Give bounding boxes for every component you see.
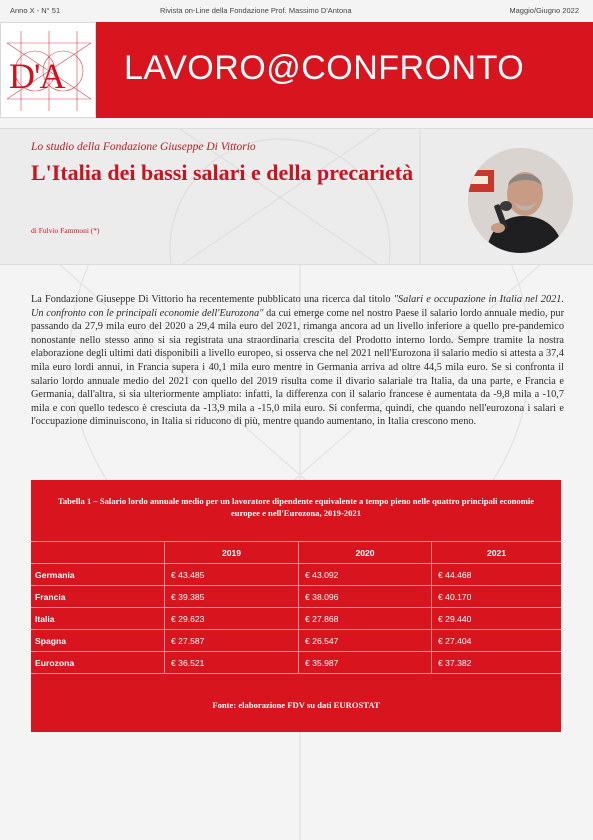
author-photo [468,148,573,253]
top-bar [0,0,593,20]
article-header [0,128,593,265]
table-row [31,607,561,629]
body-study-title: "Salari e occupazione in Italia nel 2021. Un confronto con le principali economie dell'Eurozona" [31,294,564,319]
logo-mark: D'A [9,56,65,96]
article-kicker: Lo studio della Fondazione Giuseppe Di Vittorio [31,141,256,153]
table-row [31,585,561,607]
country-label: Eurozona [35,658,75,668]
table-caption: Tabella 1 – Salario lordo annuale medio per un lavoratore dipendente equivalente a tempo pieno nelle quattro principali economie europee e nell'Eurozona, 2019-2021 [57,496,535,518]
article-body [31,293,564,429]
value-cell: € 27.404 [431,630,561,652]
masthead [0,22,593,118]
value-cell: € 38.096 [298,586,431,608]
salary-table [31,480,561,732]
value-cell: € 27.587 [164,630,298,652]
logo [0,22,96,118]
publisher-line: Rivista on-Line della Fondazione Prof. Massimo D'Antona [160,6,352,15]
value-cell: € 43.485 [164,564,298,586]
value-cell: € 26.547 [298,630,431,652]
value-cell: € 35.987 [298,652,431,674]
table-source: Fonte: elaborazione FDV su dati EUROSTAT [212,700,380,710]
body-text: da cui emerge come nel nostro Paese il salario lordo annuale medio, pur passando da 27,9 mila euro del 2020 a 29,4 mila euro del 2021, rimanga ancora ad un livello inferiore a quello pre-pandemico nonostante nello stesso anno si sia registrata una straordinaria crescita del Prodotto interno lordo. Sempre tramite la nostra elaborazione degli ultimi dati disponibili a livello europeo, si osserva che nel 2021 nell'Eurozona il salario medio si attesta a 37,4 mila euro lordi annui, in Francia supera i 40,1 mila euro mentre in Germania arriva ad oltre 44,5 mila euro. Se si confronta il salario lordo annuale medio del 2021 con quello del 2019 risulta come il divario salariale tra Italia, da una parte, e Francia e Germania, dall'altra, si sia ulteriormente ampliato: infatti, la differenza con il salario francese è aumentata da -9,8 mila a -10,7 mila e con quello tedesco è cresciuta da -13,9 mila a -15,0 mila euro. Si conferma, quindi, che quando nell'eurozona i salari e l'occupazione diminuiscono, in Italia si riducono di più, mentre quando aumentano, in Italia crescono meno. [31,307,564,428]
value-cell: € 39.385 [164,586,298,608]
country-label: Francia [35,592,66,602]
value-cell: € 36.521 [164,652,298,674]
country-label: Germania [35,570,75,580]
author-portrait-icon [468,148,573,253]
value-cell: € 43.092 [298,564,431,586]
magazine-title: LAVORO@CONFRONTO [124,49,525,87]
value-cell: € 37.382 [431,652,561,674]
value-cell: € 44.468 [431,564,561,586]
header-cell-2019: 2019 [164,542,298,564]
brand-banner [96,22,593,118]
header-cell-2021: 2021 [431,542,561,564]
article-byline: di Fulvio Fammoni (*) [31,226,100,235]
country-label: Spagna [35,636,67,646]
value-cell: € 29.623 [164,608,298,630]
header-cell [31,542,164,564]
table-header-row [31,541,561,563]
value-cell: € 40.170 [431,586,561,608]
article-headline: L'Italia dei bassi salari e della precarietà [31,160,414,185]
table-bottom-rule [31,673,561,674]
value-cell: € 27.868 [298,608,431,630]
issue-number: Anno X - N° 51 [10,6,61,15]
table-row [31,629,561,651]
table-row [31,563,561,585]
header-cell-2020: 2020 [298,542,431,564]
country-label: Italia [35,614,55,624]
value-cell: € 29.440 [431,608,561,630]
issue-date: Maggio/Giugno 2022 [509,6,579,15]
body-intro: La Fondazione Giuseppe Di Vittorio ha recentemente pubblicato una ricerca dal titolo [31,294,394,305]
table-row [31,651,561,673]
